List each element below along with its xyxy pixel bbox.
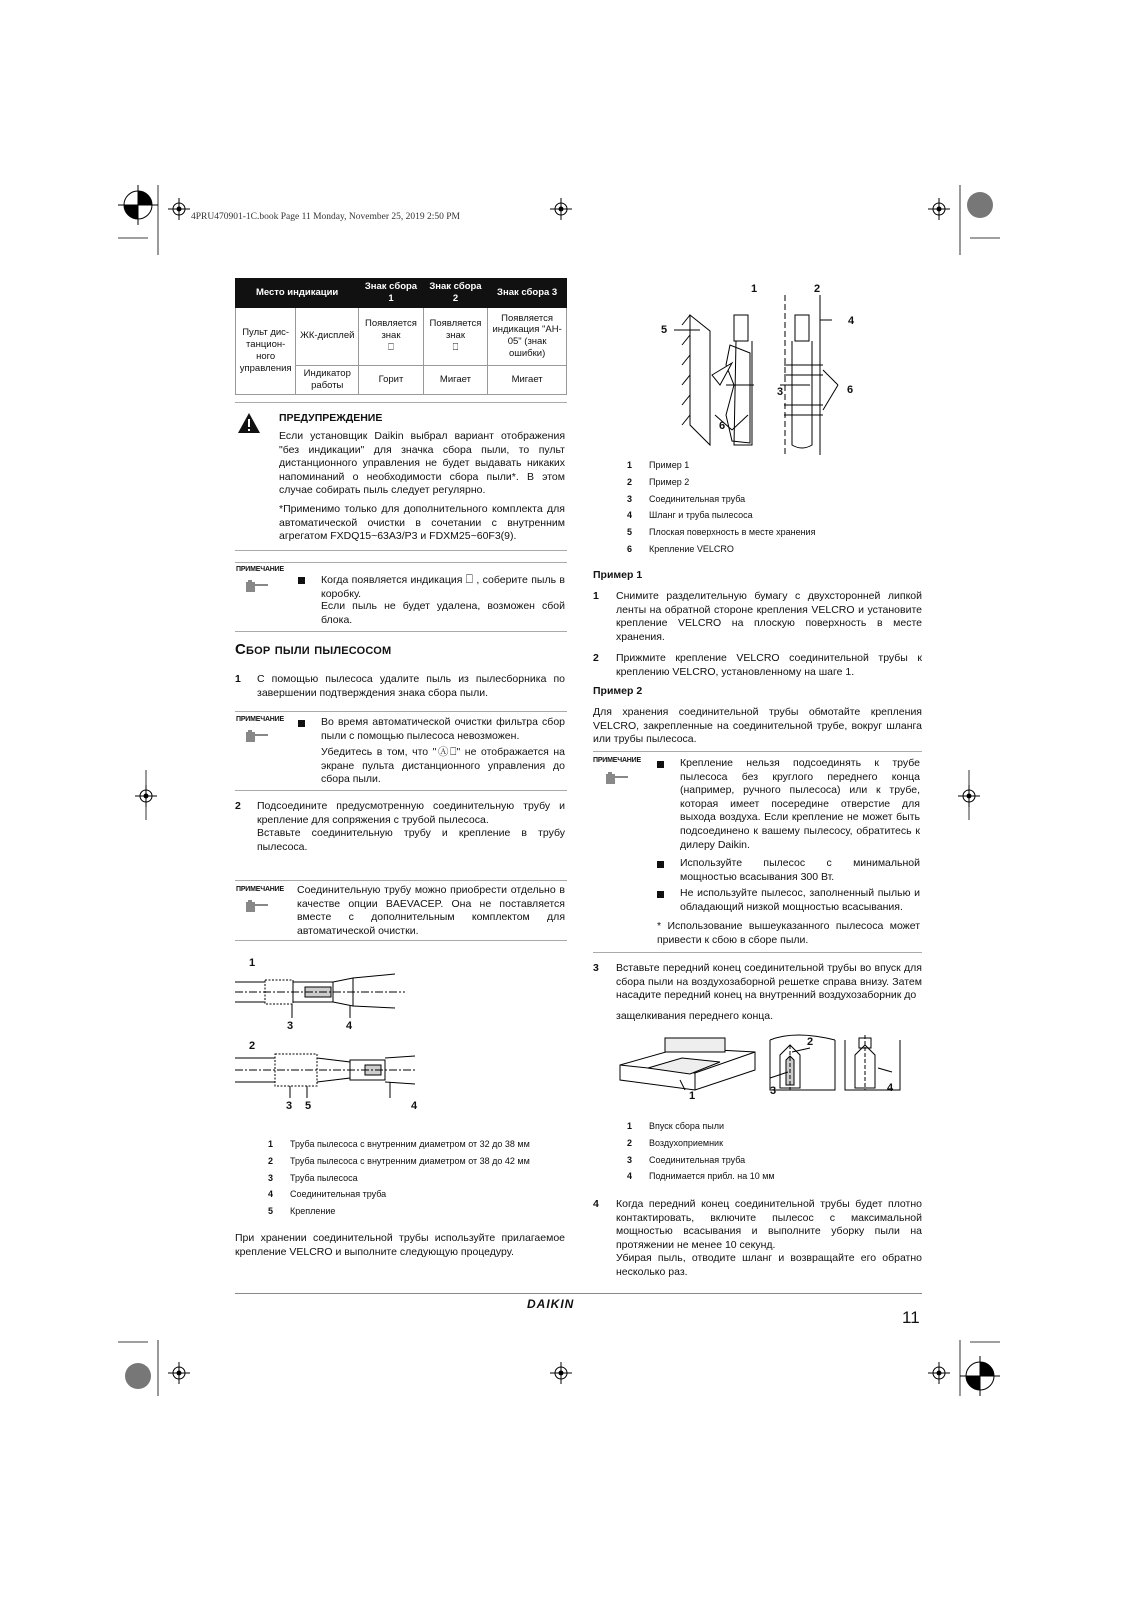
step2-text: Подсоедините предусмотренную соединительную трубу и крепление для сопряжения с трубой пылесоса. <box>257 800 565 826</box>
table-row1-label: ЖК-дисплей <box>296 307 359 365</box>
legend-item: 3 Труба пылесоса <box>268 1172 358 1183</box>
table-cell: Мигает <box>423 365 488 394</box>
figure-label: 3 <box>770 1085 777 1097</box>
warning-icon <box>238 413 260 433</box>
example1-step2: Прижмите крепление VELCRO соединительной трубы к креплению VELCRO, установленному на шаге 1. <box>616 652 922 678</box>
figure-label: 2 <box>249 1040 256 1052</box>
step-number: 1 <box>235 673 241 685</box>
note-label: ПРИМЕЧАНИЕ <box>236 716 284 723</box>
example1-title: Пример 1 <box>593 569 643 581</box>
figure-label: 3 <box>287 1020 294 1032</box>
step4-text2: Убирая пыль, отводите шланг и возвращайте его обратно несколько раз. <box>616 1252 922 1278</box>
legend-item: 1 Впуск сбора пыли <box>627 1121 725 1131</box>
dust-box-icon: ⎕ <box>388 342 394 354</box>
legend-item: 2 Воздухоприемник <box>627 1137 724 1148</box>
figure-label: 3 <box>286 1100 293 1112</box>
step2-text2: Вставьте соединительную трубу и крепление в трубу пылесоса. <box>257 827 565 853</box>
legend-item: 4 Поднимается прибл. на 10 мм <box>627 1171 775 1182</box>
step3-text2: защелкивания переднего конца. <box>616 1010 774 1022</box>
note2-text: Во время автоматической очистки фильтра сбор пыли с помощью пылесоса невозможен. <box>321 716 565 742</box>
note1-text: Когда появляется индикация ⎕ , соберите пыль в коробку. <box>321 572 565 600</box>
table-cell: Появляется индикация "AH-05" (знак ошибки) <box>488 307 567 365</box>
warning-footnote: *Применимо только для дополнительного комплекта для автоматической очистки в сочетании с внутренним агрегатом FXDQ15~63A3/P3 и FDXM25~60F3(9). <box>279 503 565 543</box>
note-hand-icon <box>244 900 270 914</box>
table-cell: Мигает <box>488 365 567 394</box>
bullet <box>298 720 305 727</box>
figure-label: 5 <box>305 1100 312 1112</box>
step-number: 2 <box>593 652 599 664</box>
figure-label: 4 <box>346 1020 353 1032</box>
storage-diagram <box>660 285 860 455</box>
bullet <box>657 761 664 768</box>
note-hand-icon <box>244 730 270 744</box>
section-title: Сбор пыли пылесосом <box>235 641 392 658</box>
note4-bullet1: Крепление нельзя подсоединять к трубе пылесоса без круглого переднего конца (например, ручного пылесоса) или к трубе, которая имеет посередине отверстие для выхода воздуха. Если крепление не может быть подсоединено к вашему пылесосу, обратитесь к дилеру Daikin. <box>680 757 920 851</box>
legend-item: 4 Шланг и труба пылесоса <box>627 510 753 521</box>
legend-item: 1 Труба пылесоса с внутренним диаметром от 32 до 38 мм <box>268 1139 530 1149</box>
step4-text: Когда передний конец соединительной трубы будет плотно контактировать, включите пылесос с максимальной мощностью всасывания и выполните уборку пыли на протяжении не менее 10 секунд. <box>616 1198 922 1251</box>
figure-label: 6 <box>719 420 726 432</box>
figure-label: 1 <box>249 957 256 969</box>
figure-label: 4 <box>887 1082 894 1094</box>
legend-item: 3 Соединительная труба <box>627 493 746 504</box>
bullet <box>298 577 305 584</box>
note-label: ПРИМЕЧАНИЕ <box>236 886 284 893</box>
dust-box-icon: ⎕ <box>465 572 473 586</box>
warning-text: Если установщик Daikin выбрал вариант отображения "без индикации" для значка сбора пыли, то пульт дистанционного управления не будет выдавать никаких напоминаний о необходимости сбора пыли*. В этом случае собирать пыль следует регулярно. <box>279 430 565 497</box>
indication-table <box>235 278 567 395</box>
note-hand-icon <box>604 772 630 786</box>
book-header: 4PRU470901-1C.book Page 11 Monday, November 25, 2019 2:50 PM <box>191 212 460 222</box>
note-hand-icon <box>244 580 270 594</box>
legend-item: 6 Крепление VELCRO <box>627 544 734 554</box>
note-label: ПРИМЕЧАНИЕ <box>236 566 284 573</box>
note2-text2: Убедитесь в том, что "Ⓐ⎕" не отображается на экране пульта дистанционного управления до сбора пыли. <box>321 746 565 786</box>
bullet <box>657 861 664 868</box>
bullet <box>657 891 664 898</box>
warning-title: ПРЕДУПРЕЖДЕНИЕ <box>279 412 383 424</box>
figure-label: 6 <box>847 384 854 396</box>
legend-item: 5 Крепление <box>268 1206 336 1217</box>
table-header-sign3: Знак сбора 3 <box>488 279 567 308</box>
step1-text: С помощью пылесоса удалите пыль из пылесборника по завершении подтверждения знака сбора пыли. <box>257 673 565 699</box>
step-number: 2 <box>235 800 241 812</box>
note4-bullet2: Используйте пылесос с минимальной мощностью всасывания 300 Вт. <box>680 857 920 883</box>
daikin-logo: DAIKIN <box>527 1297 575 1311</box>
table-header-sign1: Знак сбора 1 <box>359 279 424 308</box>
step3-text: Вставьте передний конец соединительной трубы во впуск для сбора пыли на воздухозаборной решетке справа внизу. Затем насадите передний конец на внутренний воздухозаборник до <box>616 962 922 1002</box>
figure-label: 3 <box>777 386 784 398</box>
legend-item: 4 Соединительная труба <box>268 1189 387 1200</box>
table-cell: Появляется знак ⎕ <box>359 307 424 365</box>
step-number: 4 <box>593 1198 599 1210</box>
note3-text: Соединительную трубу можно приобрести отдельно в качестве опции BAEVACEP. Она не поставляется вместе с дополнительным комплектом для автоматической очистки. <box>297 884 565 937</box>
legend-item: 2 Труба пылесоса с внутренним диаметром от 38 до 42 мм <box>268 1155 530 1166</box>
figure-label: 4 <box>848 315 855 327</box>
legend-item: 3 Соединительная труба <box>627 1154 746 1165</box>
table-row2-label: Индикатор работы <box>296 365 359 394</box>
example1-step1: Снимите разделительную бумагу с двухсторонней липкой ленты на обратной стороне крепления VELCRO и установите крепление VELCRO на плоскую поверхность в месте хранения. <box>616 590 922 643</box>
figure-label: 1 <box>751 283 758 295</box>
table-cell: Горит <box>359 365 424 394</box>
auto-clean-icon: Ⓐ⎕ <box>436 746 457 758</box>
example2-title: Пример 2 <box>593 685 643 697</box>
figure-label: 4 <box>411 1100 418 1112</box>
note4-bullet3: Не используйте пылесос, заполненный пылью и обладающий низкой мощностью всасывания. <box>680 887 920 913</box>
table-cell: Появляется знак ⎕ <box>423 307 488 365</box>
note4-footnote: * Использование вышеуказанного пылесоса может привести к сбою в сборе пыли. <box>657 920 920 946</box>
pipe-diagram <box>235 970 418 1120</box>
figure-label: 2 <box>814 283 821 295</box>
figure-label: 5 <box>661 324 668 336</box>
dust-box-icon: ⎕ <box>452 342 459 354</box>
legend-item: 1 Пример 1 <box>627 460 690 470</box>
legend-item: 2 Пример 2 <box>627 476 690 487</box>
table-header-location: Место индикации <box>236 279 359 308</box>
step-number: 3 <box>593 962 599 974</box>
table-row-group: Пульт дис-танцион-ного управления <box>236 307 296 394</box>
page-number: 11 <box>902 1308 920 1327</box>
table-header-sign2: Знак сбора 2 <box>423 279 488 308</box>
example2-text: Для хранения соединительной трубы обмотайте крепления VELCRO, закрепленные на соединительной трубе, вокруг шланга или трубы пылесоса. <box>593 706 922 746</box>
note-label: ПРИМЕЧАНИЕ <box>593 757 641 764</box>
legend-item: 5 Плоская поверхность в месте хранения <box>627 527 816 538</box>
figure-label: 1 <box>689 1090 696 1102</box>
figure-label: 2 <box>807 1036 814 1048</box>
note1-text2: Если пыль не будет удалена, возможен сбой блока. <box>321 600 565 626</box>
step-number: 1 <box>593 590 599 602</box>
cassette-diagram <box>620 1030 910 1110</box>
storage-text: При хранении соединительной трубы используйте прилагаемое крепление VELCRO и выполните следующую процедуру. <box>235 1232 565 1258</box>
